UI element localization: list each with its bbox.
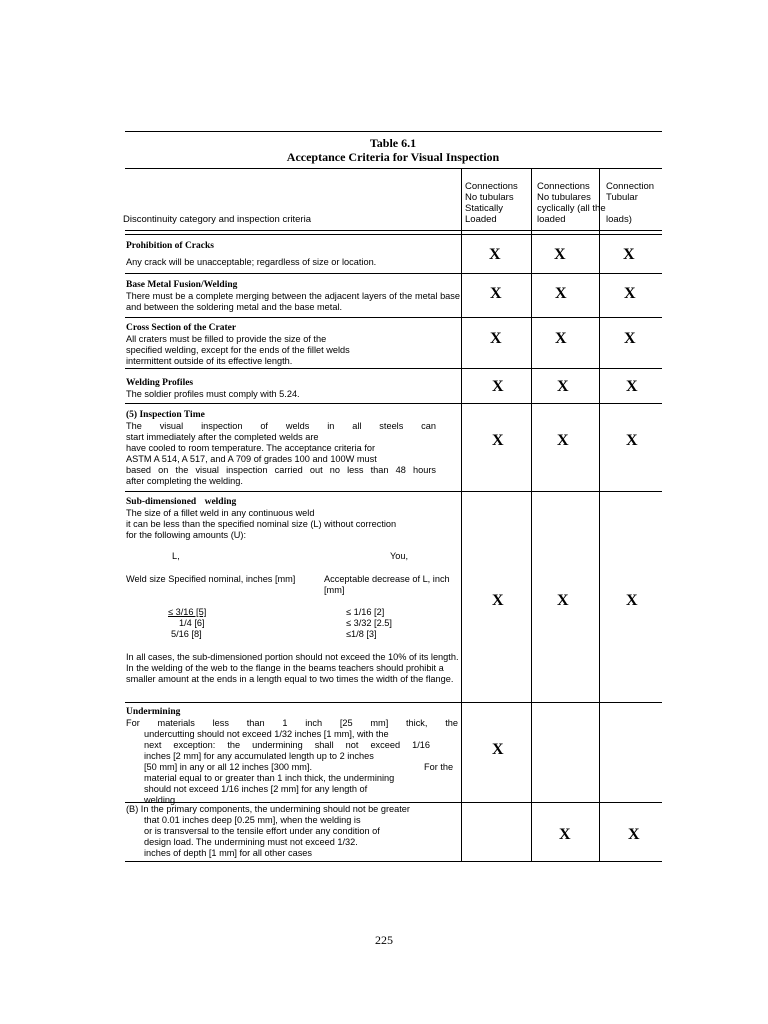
row-line: ASTM A 514, A 517, and A 709 of grades 100 and 100W must bbox=[126, 454, 377, 464]
title-rule bbox=[125, 168, 662, 169]
weld-size-values bbox=[168, 607, 268, 640]
discontinuity-header: Discontinuity category and inspection criteria bbox=[123, 214, 311, 225]
x-mark: X bbox=[490, 330, 502, 347]
row-line: material equal to or greater than 1 inch thick, the undermining bbox=[144, 773, 395, 783]
row-line: [50 mm] in any or all 12 inches [300 mm]. bbox=[144, 762, 312, 772]
x-mark: X bbox=[489, 246, 501, 263]
decrease-values bbox=[346, 607, 446, 640]
page-number: 225 bbox=[375, 933, 393, 947]
row-line: should not exceed 1/16 inches [2 mm] for any length of bbox=[144, 784, 368, 794]
row-line: For materials less than 1 inch [25 mm] thick, the bbox=[126, 718, 458, 728]
row-undermining bbox=[126, 706, 458, 806]
row-crater bbox=[126, 322, 460, 367]
decrease: ≤1/8 [3] bbox=[346, 629, 377, 639]
x-mark: X bbox=[626, 432, 638, 449]
x-mark: X bbox=[628, 826, 640, 843]
row-line: or is transversal to the tensile effort under any condition of bbox=[144, 826, 380, 836]
row-cracks bbox=[126, 240, 460, 268]
decrease: ≤ 1/16 [2] bbox=[346, 607, 385, 617]
column-header-cyclically-loaded: Connections No tubulares cyclically (all the loaded bbox=[537, 181, 606, 225]
row-text: Any crack will be unacceptable; regardless of size or location. bbox=[126, 257, 377, 267]
column-header-tubular: Connection Tubular loads) bbox=[606, 181, 655, 225]
column-rule bbox=[461, 169, 462, 861]
row-heading: Undermining bbox=[126, 707, 181, 717]
row-text: There must be a complete merging between the adjacent layers of the metal base and between the soldering metal and the base metal. bbox=[126, 291, 460, 312]
bottom-rule bbox=[125, 861, 662, 862]
x-mark: X bbox=[490, 285, 502, 302]
row-line: welding bbox=[144, 795, 176, 805]
row-line: start immediately after the completed welds are bbox=[126, 432, 319, 442]
decrease-header: Acceptable decrease of L, inch [mm] bbox=[324, 574, 450, 595]
table-title: Acceptance Criteria for Visual Inspection bbox=[286, 150, 500, 164]
symbol-u: You, bbox=[390, 551, 409, 561]
weld-size: 1/4 [6] bbox=[179, 618, 205, 628]
x-mark: X bbox=[559, 826, 571, 843]
row-line: after completing the welding. bbox=[126, 476, 243, 486]
row-line: have cooled to room temperature. The acceptance criteria for bbox=[126, 443, 376, 453]
x-mark: X bbox=[624, 285, 636, 302]
x-mark: X bbox=[557, 378, 569, 395]
row-line: (B) In the primary components, the undermining should not be greater bbox=[126, 804, 410, 814]
row-heading: Welding Profiles bbox=[126, 378, 194, 388]
x-mark: X bbox=[492, 592, 504, 609]
row-text: All craters must be filled to provide the size of the specified welding, except for the ends of the fillet welds intermittent outside of its effective length. bbox=[126, 334, 350, 366]
row-rule bbox=[125, 273, 662, 274]
weld-size: ≤ 3/16 [5] bbox=[168, 607, 207, 617]
row-profiles bbox=[126, 377, 460, 400]
row-line: For the bbox=[424, 762, 454, 772]
row-rule bbox=[125, 403, 662, 404]
x-mark: X bbox=[557, 432, 569, 449]
row-fusion bbox=[126, 279, 460, 313]
weld-size: 5/16 [8] bbox=[171, 629, 202, 639]
row-line: inches [2 mm] for any accumulated length up to 2 inches bbox=[144, 751, 374, 761]
x-mark: X bbox=[492, 432, 504, 449]
top-rule bbox=[125, 131, 662, 132]
x-mark: X bbox=[554, 246, 566, 263]
x-mark: X bbox=[624, 330, 636, 347]
column-header-statically-loaded: Connections No tubulars Statically Loaded bbox=[465, 181, 518, 225]
row-heading: Sub-dimensioned welding bbox=[126, 497, 237, 507]
row-line: next exception: the undermining shall not exceed 1/16 bbox=[144, 740, 430, 750]
table-number: Table 6.1 bbox=[369, 136, 417, 150]
column-rule bbox=[531, 169, 532, 861]
x-mark: X bbox=[492, 741, 504, 758]
row-rule bbox=[125, 702, 662, 703]
row-text: The soldier profiles must comply with 5.24. bbox=[126, 389, 300, 399]
row-heading: Cross Section of the Crater bbox=[126, 323, 237, 333]
x-mark: X bbox=[626, 378, 638, 395]
x-mark: X bbox=[492, 378, 504, 395]
row-inspection-time bbox=[126, 409, 460, 487]
column-rule bbox=[599, 169, 600, 861]
row-heading: (5) Inspection Time bbox=[126, 410, 205, 420]
row-line: based on the visual inspection carried out no less than 48 hours bbox=[126, 465, 436, 475]
row-line: that 0.01 inches deep [0.25 mm], when the welding is bbox=[144, 815, 361, 825]
row-heading: Prohibition of Cracks bbox=[126, 241, 214, 251]
row-heading: Base Metal Fusion/Welding bbox=[126, 280, 238, 290]
row-undermining-b bbox=[126, 804, 458, 859]
row-footer: In all cases, the sub-dimensioned portion should not exceed the 10% of its length. In the welding of the web to the flange in the beams teachers should prohibit a smaller amount at the ends in a length equal to two times the width of the flange. bbox=[126, 652, 459, 684]
row-subdimensioned bbox=[126, 496, 460, 541]
x-mark: X bbox=[555, 330, 567, 347]
x-mark: X bbox=[626, 592, 638, 609]
x-mark: X bbox=[623, 246, 635, 263]
symbol-l: L, bbox=[172, 551, 180, 561]
row-rule bbox=[125, 317, 662, 318]
row-line: design load. The undermining must not exceed 1/32. bbox=[144, 837, 358, 847]
x-mark: X bbox=[555, 285, 567, 302]
row-intro: The size of a fillet weld in any continuous weld it can be less than the specified nominal size (L) without correction for the following amounts (U): bbox=[126, 508, 397, 540]
header-rule-2 bbox=[125, 234, 662, 235]
header-rule-1 bbox=[125, 230, 662, 231]
row-rule bbox=[125, 368, 662, 369]
row-line: The visual inspection of welds in all steels can bbox=[126, 421, 436, 431]
row-line-wrap bbox=[126, 762, 458, 773]
row-rule bbox=[125, 491, 662, 492]
decrease: ≤ 3/32 [2.5] bbox=[346, 618, 392, 628]
weld-size-header: Weld size Specified nominal, inches [mm] bbox=[126, 574, 296, 584]
row-line: inches of depth [1 mm] for all other cases bbox=[144, 848, 313, 858]
x-mark: X bbox=[557, 592, 569, 609]
row-line: undercutting should not exceed 1/32 inches [1 mm], with the bbox=[144, 729, 389, 739]
